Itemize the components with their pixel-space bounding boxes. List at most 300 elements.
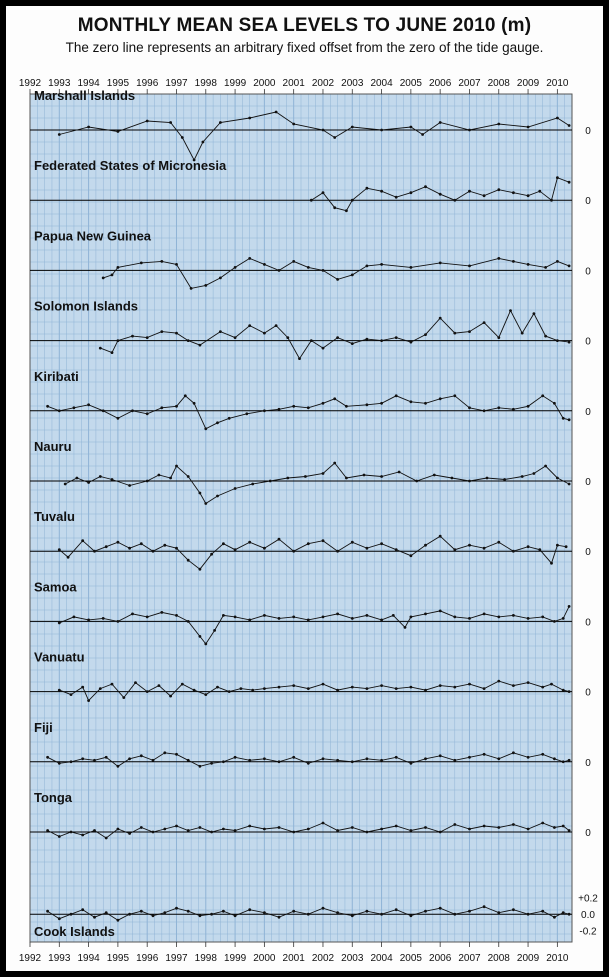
data-point xyxy=(453,548,456,551)
series-label-1: Federated States of Micronesia xyxy=(34,158,227,174)
data-point xyxy=(568,341,571,344)
data-point xyxy=(263,332,266,335)
data-point xyxy=(292,550,295,553)
data-point xyxy=(128,547,131,550)
data-point xyxy=(556,477,559,480)
data-point xyxy=(322,757,325,760)
data-point xyxy=(199,635,202,638)
x-tick-label-top: 2000 xyxy=(253,78,276,89)
data-point xyxy=(398,471,401,474)
data-point xyxy=(366,757,369,760)
data-point xyxy=(278,269,281,272)
data-point xyxy=(468,330,471,333)
data-point xyxy=(105,545,108,548)
data-point xyxy=(234,829,237,832)
zero-label-6: 0 xyxy=(585,547,591,559)
data-point xyxy=(278,538,281,541)
data-point xyxy=(512,908,515,911)
data-point xyxy=(395,196,398,199)
data-point xyxy=(99,347,102,350)
data-point xyxy=(336,336,339,339)
x-tick-label-top: 2007 xyxy=(458,78,481,89)
data-point xyxy=(117,541,120,544)
data-point xyxy=(81,686,84,689)
data-point xyxy=(553,620,556,623)
data-point xyxy=(102,409,105,412)
data-point xyxy=(46,756,49,759)
data-point xyxy=(553,402,556,405)
series-label-8: Vanuatu xyxy=(34,649,85,665)
data-point xyxy=(140,910,143,913)
data-point xyxy=(146,690,149,693)
data-point xyxy=(76,477,79,480)
data-point xyxy=(351,541,354,544)
data-point xyxy=(380,190,383,193)
data-point xyxy=(81,834,84,837)
data-point xyxy=(310,199,313,202)
data-point xyxy=(366,831,369,834)
data-point xyxy=(175,547,178,550)
data-point xyxy=(307,913,310,916)
data-point xyxy=(169,477,172,480)
data-point xyxy=(204,502,207,505)
data-point xyxy=(73,616,76,619)
data-point xyxy=(140,542,143,545)
x-tick-label-bottom: 2010 xyxy=(546,953,569,964)
data-point xyxy=(278,760,281,763)
data-point xyxy=(565,545,568,548)
data-point xyxy=(210,762,213,765)
data-point xyxy=(117,339,120,342)
data-point xyxy=(248,117,251,120)
data-point xyxy=(251,689,254,692)
zero-label-2: 0 xyxy=(585,266,591,278)
data-point xyxy=(140,262,143,265)
data-point xyxy=(556,176,559,179)
data-point xyxy=(70,760,73,763)
data-point xyxy=(404,626,407,629)
x-tick-label-bottom: 2006 xyxy=(429,953,452,964)
data-point xyxy=(163,911,166,914)
data-point xyxy=(366,338,369,341)
data-point xyxy=(199,344,202,347)
data-point xyxy=(527,681,530,684)
data-point xyxy=(117,919,120,922)
data-point xyxy=(468,828,471,831)
x-tick-label-top: 2010 xyxy=(546,78,569,89)
data-point xyxy=(483,613,486,616)
data-point xyxy=(380,129,383,132)
data-point xyxy=(292,123,295,126)
zero-label-5: 0 xyxy=(585,477,591,488)
x-tick-label-top: 2005 xyxy=(399,78,422,89)
data-point xyxy=(345,405,348,408)
data-point xyxy=(93,829,96,832)
data-point xyxy=(64,483,67,486)
data-point xyxy=(322,683,325,686)
data-point xyxy=(392,614,395,617)
data-point xyxy=(263,547,266,550)
data-point xyxy=(533,472,536,475)
data-point xyxy=(146,616,149,619)
data-point xyxy=(553,826,556,829)
data-point xyxy=(263,614,266,617)
data-point xyxy=(497,123,500,126)
data-point xyxy=(380,339,383,342)
x-tick-label-top: 1997 xyxy=(165,78,188,89)
data-point xyxy=(160,611,163,614)
data-point xyxy=(512,191,515,194)
data-point xyxy=(486,477,489,480)
data-point xyxy=(439,121,442,124)
data-point xyxy=(439,535,442,538)
data-point xyxy=(58,548,61,551)
data-point xyxy=(248,908,251,911)
data-point xyxy=(216,686,219,689)
data-point xyxy=(433,474,436,477)
data-point xyxy=(453,686,456,689)
data-point xyxy=(213,629,216,632)
data-point xyxy=(415,480,418,483)
data-point xyxy=(538,548,541,551)
data-point xyxy=(562,617,565,620)
data-point xyxy=(199,914,202,917)
data-point xyxy=(527,263,530,266)
data-point xyxy=(512,751,515,754)
data-point xyxy=(533,312,536,315)
data-point xyxy=(322,472,325,475)
data-point xyxy=(46,910,49,913)
data-point xyxy=(410,686,413,689)
data-point xyxy=(512,614,515,617)
data-point xyxy=(67,556,70,559)
data-point xyxy=(509,309,512,312)
data-point xyxy=(562,417,565,420)
data-point xyxy=(58,689,61,692)
data-point xyxy=(410,400,413,403)
data-point xyxy=(366,265,369,268)
data-point xyxy=(58,409,61,412)
data-point xyxy=(307,542,310,545)
data-point xyxy=(204,284,207,287)
data-point xyxy=(216,495,219,498)
zero-label-9: 0 xyxy=(585,757,591,769)
data-point xyxy=(351,826,354,829)
data-point xyxy=(497,680,500,683)
x-tick-label-top: 2006 xyxy=(429,78,452,89)
data-point xyxy=(234,548,237,551)
data-point xyxy=(322,539,325,542)
data-point xyxy=(199,492,202,495)
x-tick-label-bottom: 2008 xyxy=(487,953,510,964)
data-point xyxy=(152,831,155,834)
data-point xyxy=(286,477,289,480)
data-point xyxy=(234,266,237,269)
data-point xyxy=(140,754,143,757)
data-point xyxy=(562,911,565,914)
data-point xyxy=(93,759,96,762)
data-point xyxy=(202,141,205,144)
data-point xyxy=(46,405,49,408)
data-point xyxy=(204,643,207,646)
data-point xyxy=(134,681,137,684)
data-point xyxy=(410,914,413,917)
data-point xyxy=(468,544,471,547)
data-point xyxy=(351,126,354,129)
data-point xyxy=(550,683,553,686)
data-point xyxy=(424,689,427,692)
data-point xyxy=(73,406,76,409)
data-point xyxy=(70,913,73,916)
data-point xyxy=(395,336,398,339)
data-point xyxy=(292,405,295,408)
data-point xyxy=(395,548,398,551)
data-point xyxy=(380,402,383,405)
data-point xyxy=(395,687,398,690)
data-point xyxy=(204,693,207,696)
data-point xyxy=(163,828,166,831)
chart-title: MONTHLY MEAN SEA LEVELS TO JUNE 2010 (m) xyxy=(77,15,532,36)
data-point xyxy=(117,765,120,768)
data-point xyxy=(322,402,325,405)
data-point xyxy=(366,614,369,617)
data-point xyxy=(351,199,354,202)
data-point xyxy=(117,266,120,269)
data-point xyxy=(298,357,301,360)
x-tick-label-bottom: 1993 xyxy=(48,953,71,964)
data-point xyxy=(158,684,161,687)
data-point xyxy=(366,547,369,550)
scale-label: -0.2 xyxy=(579,926,597,938)
x-tick-label-bottom: 1998 xyxy=(194,953,217,964)
data-point xyxy=(263,757,266,760)
data-point xyxy=(453,616,456,619)
data-point xyxy=(87,481,90,484)
data-point xyxy=(322,191,325,194)
data-point xyxy=(351,342,354,345)
data-point xyxy=(278,408,281,411)
data-point xyxy=(160,330,163,333)
scale-label: 0.0 xyxy=(581,910,595,922)
data-point xyxy=(512,550,515,553)
data-point xyxy=(99,687,102,690)
series-label-9: Fiji xyxy=(34,719,53,735)
series-label-7: Samoa xyxy=(34,579,77,595)
data-point xyxy=(497,616,500,619)
data-point xyxy=(310,339,313,342)
data-point xyxy=(93,550,96,553)
x-tick-label-top: 2009 xyxy=(516,78,540,89)
data-point xyxy=(468,129,471,132)
data-point xyxy=(128,913,131,916)
data-point xyxy=(568,181,571,184)
data-point xyxy=(181,683,184,686)
x-tick-label-bottom: 2003 xyxy=(341,953,364,964)
data-point xyxy=(380,913,383,916)
data-point xyxy=(410,126,413,129)
data-point xyxy=(351,274,354,277)
data-point xyxy=(568,483,571,486)
data-point xyxy=(210,553,213,556)
data-point xyxy=(351,617,354,620)
zero-label-4: 0 xyxy=(585,406,591,418)
data-point xyxy=(322,616,325,619)
data-point xyxy=(146,336,149,339)
data-point xyxy=(468,756,471,759)
data-point xyxy=(366,403,369,406)
data-point xyxy=(562,689,565,692)
data-point xyxy=(527,126,530,129)
data-point xyxy=(410,762,413,765)
data-point xyxy=(292,260,295,263)
data-point xyxy=(111,274,114,277)
x-tick-label-top: 2001 xyxy=(282,78,305,89)
x-tick-label-bottom: 2001 xyxy=(282,953,305,964)
data-point xyxy=(46,829,49,832)
data-point xyxy=(210,831,213,834)
data-point xyxy=(58,762,61,765)
data-point xyxy=(111,478,114,481)
data-point xyxy=(483,194,486,197)
data-point xyxy=(453,199,456,202)
data-point xyxy=(556,339,559,342)
data-point xyxy=(544,266,547,269)
data-point xyxy=(187,910,190,913)
data-point xyxy=(234,914,237,917)
data-point xyxy=(175,332,178,335)
data-point xyxy=(550,199,553,202)
x-tick-label-top: 2002 xyxy=(311,78,335,89)
data-point xyxy=(184,394,187,397)
data-point xyxy=(175,263,178,266)
data-point xyxy=(248,759,251,762)
data-point xyxy=(336,278,339,281)
x-tick-label-bottom: 2009 xyxy=(516,953,540,964)
data-point xyxy=(307,266,310,269)
chart-subtitle: The zero line represents an arbitrary fixed offset from the zero of the tide gauge. xyxy=(65,40,544,55)
data-point xyxy=(512,823,515,826)
data-point xyxy=(278,826,281,829)
data-point xyxy=(380,759,383,762)
data-point xyxy=(439,907,442,910)
data-point xyxy=(131,613,134,616)
data-point xyxy=(322,907,325,910)
data-point xyxy=(395,908,398,911)
x-tick-label-bottom: 2002 xyxy=(311,953,335,964)
data-point xyxy=(199,765,202,768)
series-label-4: Kiribati xyxy=(34,368,79,384)
data-point xyxy=(245,412,248,415)
data-point xyxy=(483,687,486,690)
data-point xyxy=(169,695,172,698)
data-point xyxy=(395,825,398,828)
data-point xyxy=(117,620,120,623)
data-point xyxy=(541,394,544,397)
data-point xyxy=(263,263,266,266)
data-point xyxy=(562,825,565,828)
data-point xyxy=(527,913,530,916)
data-point xyxy=(345,209,348,212)
data-point xyxy=(322,269,325,272)
data-point xyxy=(307,619,310,622)
x-tick-label-bottom: 1996 xyxy=(136,953,159,964)
data-point xyxy=(292,616,295,619)
data-point xyxy=(380,263,383,266)
data-point xyxy=(497,757,500,760)
data-point xyxy=(248,825,251,828)
data-point xyxy=(199,826,202,829)
data-point xyxy=(351,760,354,763)
data-point xyxy=(439,831,442,834)
data-point xyxy=(336,689,339,692)
data-point xyxy=(556,544,559,547)
data-point xyxy=(219,330,222,333)
data-point xyxy=(248,541,251,544)
data-point xyxy=(81,539,84,542)
x-tick-label-bottom: 2005 xyxy=(399,953,422,964)
data-point xyxy=(562,760,565,763)
data-point xyxy=(152,914,155,917)
data-point xyxy=(336,550,339,553)
data-point xyxy=(93,916,96,919)
data-point xyxy=(146,480,149,483)
data-point xyxy=(190,287,193,290)
data-point xyxy=(228,690,231,693)
data-point xyxy=(439,262,442,265)
data-point xyxy=(222,910,225,913)
data-point xyxy=(568,759,571,762)
zero-label-3: 0 xyxy=(585,336,591,348)
data-point xyxy=(234,616,237,619)
data-point xyxy=(541,910,544,913)
data-point xyxy=(351,686,354,689)
data-point xyxy=(117,828,120,831)
data-point xyxy=(105,837,108,840)
data-point xyxy=(538,190,541,193)
data-point xyxy=(263,828,266,831)
data-point xyxy=(451,477,454,480)
sea-level-chart xyxy=(6,6,603,971)
data-point xyxy=(333,206,336,209)
data-point xyxy=(216,421,219,424)
data-point xyxy=(497,541,500,544)
data-point xyxy=(424,333,427,336)
data-point xyxy=(424,757,427,760)
data-point xyxy=(541,686,544,689)
data-point xyxy=(453,759,456,762)
x-tick-label-top: 2008 xyxy=(487,78,510,89)
zero-label-10: 0 xyxy=(585,828,591,839)
data-point xyxy=(175,405,178,408)
data-point xyxy=(263,687,266,690)
data-point xyxy=(87,126,90,129)
data-point xyxy=(512,684,515,687)
chart-sheet xyxy=(6,6,603,971)
data-point xyxy=(468,406,471,409)
data-point xyxy=(568,829,571,832)
data-point xyxy=(175,753,178,756)
zero-label-8: 0 xyxy=(585,687,591,699)
data-point xyxy=(204,427,207,430)
data-point xyxy=(424,544,427,547)
x-tick-label-top: 1996 xyxy=(136,78,159,89)
data-point xyxy=(105,911,108,914)
data-point xyxy=(453,913,456,916)
data-point xyxy=(175,465,178,468)
data-point xyxy=(568,605,571,608)
zero-label-1: 0 xyxy=(585,196,591,208)
series-label-5: Nauru xyxy=(34,439,72,454)
